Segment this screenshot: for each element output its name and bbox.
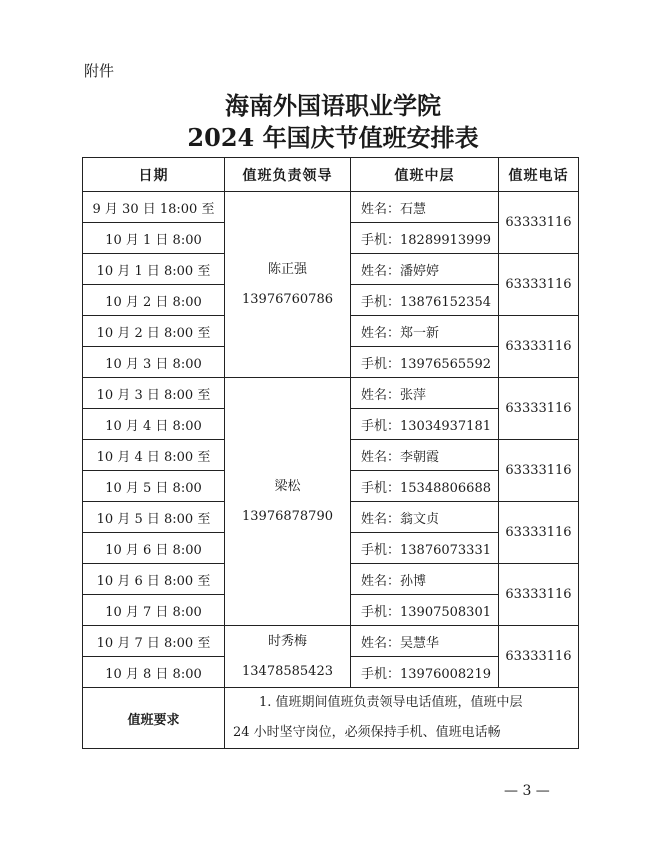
staff-name: 姓名：李朝霞 [351,440,499,471]
page-number: — 3 — [504,783,550,799]
leader-cell [225,192,351,378]
duty-phone: 63333116 [499,316,579,378]
shift-start: 9 月 30 日 18:00 至 [83,192,225,223]
duty-phone: 63333116 [499,626,579,688]
staff-mobile: 手机：13976565592 [351,347,499,378]
document-title-line2: 2024 年国庆节值班安排表 [187,123,479,152]
requirements-text [225,688,579,749]
duty-phone: 63333116 [499,564,579,626]
shift-end: 10 月 2 日 8:00 [83,285,225,316]
leader-cell [225,626,351,688]
requirements-line-1: 1. 值班期间值班负责领导电话值班，值班中层 [259,695,523,710]
shift-start: 10 月 1 日 8:00 至 [83,254,225,285]
shift-start: 10 月 2 日 8:00 至 [83,316,225,347]
shift-end: 10 月 8 日 8:00 [83,657,225,688]
duty-phone: 63333116 [499,254,579,316]
header-date: 日期 [83,158,225,192]
staff-mobile: 手机：13034937181 [351,409,499,440]
requirements-line-2: 24 小时坚守岗位，必须保持手机、值班电话畅 [233,725,501,740]
staff-mobile: 手机：15348806688 [351,471,499,502]
shift-start: 10 月 3 日 8:00 至 [83,378,225,409]
staff-mobile: 手机：13907508301 [351,595,499,626]
leader-name: 梁松 [274,478,301,494]
shift-end: 10 月 6 日 8:00 [83,533,225,564]
staff-name: 姓名：潘婷婷 [351,254,499,285]
staff-name: 姓名：张萍 [351,378,499,409]
header-leader: 值班负责领导 [225,158,351,192]
table-row [83,378,579,409]
staff-name: 姓名：翁文贞 [351,502,499,533]
staff-mobile: 手机：18289913999 [351,223,499,254]
staff-name: 姓名：郑一新 [351,316,499,347]
table-row [83,192,579,223]
duty-phone: 63333116 [499,378,579,440]
shift-end: 10 月 3 日 8:00 [83,347,225,378]
leader-mobile: 13976878790 [242,508,333,524]
header-staff: 值班中层 [351,158,499,192]
staff-mobile: 手机：13976008219 [351,657,499,688]
leader-cell [225,378,351,626]
leader-name: 时秀梅 [267,633,307,649]
leader-mobile: 13976760786 [242,291,333,307]
shift-start: 10 月 5 日 8:00 至 [83,502,225,533]
attachment-label: 附件 [84,62,115,80]
shift-end: 10 月 1 日 8:00 [83,223,225,254]
table-header-row [83,158,579,192]
requirements-label: 值班要求 [83,688,225,749]
staff-name: 姓名：吴慧华 [351,626,499,657]
shift-end: 10 月 5 日 8:00 [83,471,225,502]
shift-start: 10 月 7 日 8:00 至 [83,626,225,657]
staff-mobile: 手机：13876073331 [351,533,499,564]
document-title-line1: 海南外国语职业学院 [225,91,441,120]
duty-phone: 63333116 [499,440,579,502]
shift-start: 10 月 4 日 8:00 至 [83,440,225,471]
duty-phone: 63333116 [499,502,579,564]
table-row [83,626,579,657]
leader-name: 陈正强 [267,261,307,277]
requirements-row [83,688,579,749]
duty-schedule-table [82,157,579,749]
leader-mobile: 13478585423 [242,663,333,679]
staff-name: 姓名：孙博 [351,564,499,595]
shift-end: 10 月 7 日 8:00 [83,595,225,626]
shift-start: 10 月 6 日 8:00 至 [83,564,225,595]
header-phone: 值班电话 [499,158,579,192]
shift-end: 10 月 4 日 8:00 [83,409,225,440]
staff-mobile: 手机：13876152354 [351,285,499,316]
duty-phone: 63333116 [499,192,579,254]
staff-name: 姓名：石慧 [351,192,499,223]
